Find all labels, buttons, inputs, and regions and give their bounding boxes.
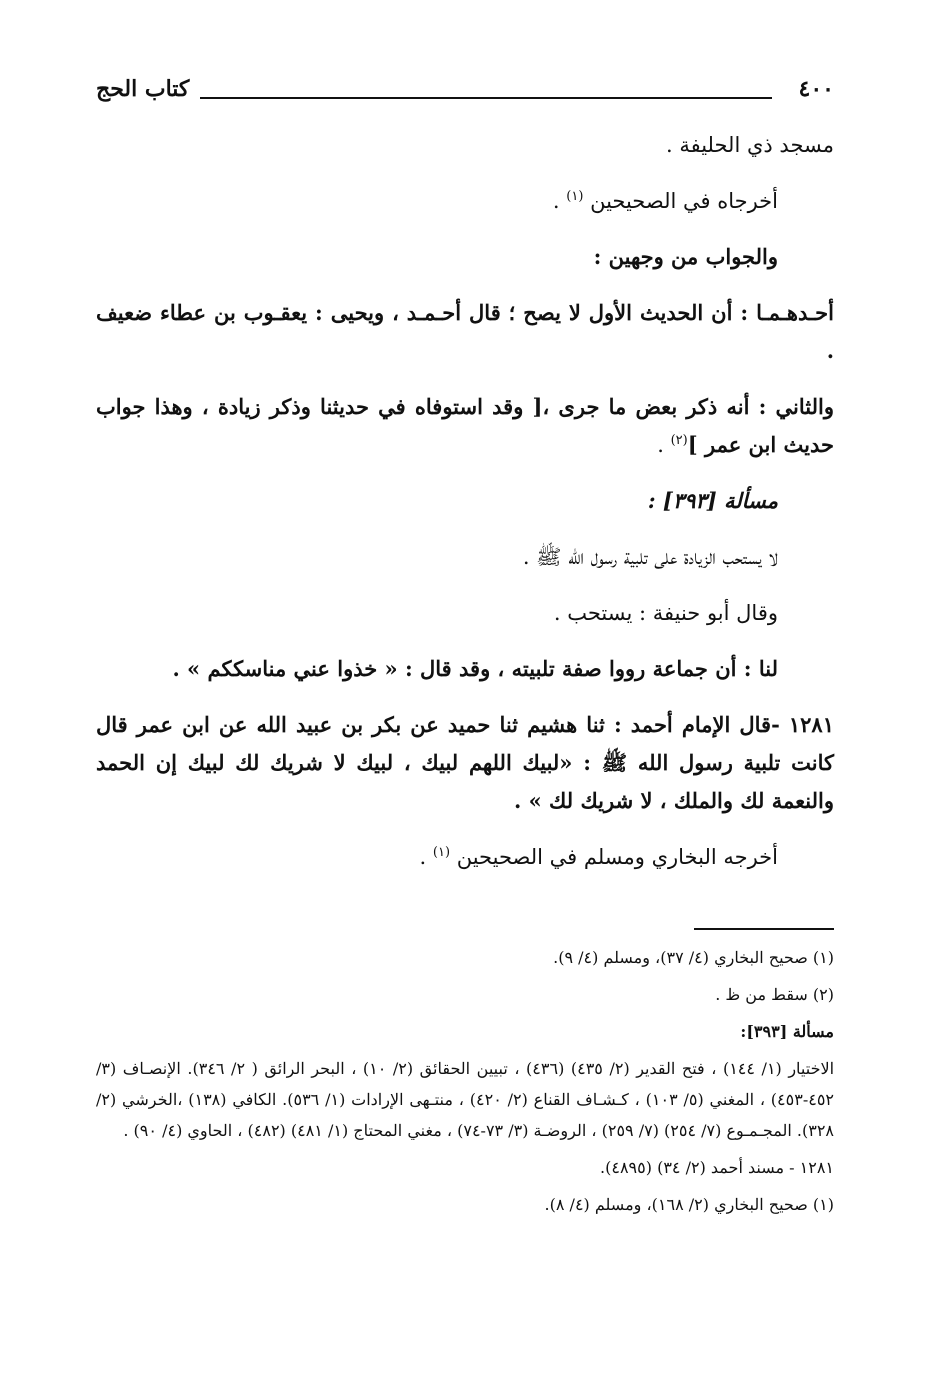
footnote-ref: (٢) <box>670 433 688 448</box>
footnote-divider <box>694 928 834 930</box>
footnote: الاختيار (١/ ١٤٤) ، فتح القدير (٢/ ٤٣٥) (٤٣٦) ، تبيين الحقائق (٢/ ١٠) ، البحر الرائق ( ٢/ ٣٤٦). الإنصـاف (٣/ ٤٥٢-٤٥٣) ، المغني (٥/ ١٠٣) ، كـشـاف القناع (٢/ ٤٢٠) ، منتـهى الإرادات (١/ ٥٣٦). الكافي (١٣٨) ،الخرشي (٢/ ٣٢٨). المجـمـوع (٧/ ٢٥٤) (٧/ ٢٥٩) ، الروضـة (٣/ ٧٣-٧٤) ، مغني المحتاج (١/ ٤٨١) (٤٨٢) ، الحاوي (٤/ ٩٠) . <box>96 1059 835 1140</box>
footnote-ref: (١) <box>432 845 451 860</box>
page-number: ٤٠٠ <box>798 76 834 102</box>
paragraph: أحـدهـمـا : أن الحديث الأول لا يصح ؛ قال أحـمـد ، ويحيى : يعقـوب بن عطاء ضعيف . <box>96 300 834 363</box>
paragraph: والثاني : أنه ذكر بعض ما جرى ،[ وقد استوفاه في حديثنا وذكر زيادة ، وهذا جواب حديث ابن عمر ]$^{(٢)}$ . <box>96 394 834 457</box>
footnote-heading: مسألة [٣٩٣]: <box>740 1022 834 1041</box>
header-rule <box>200 97 772 99</box>
footnote: (٢) سقط من ظ . <box>715 985 834 1004</box>
footnote: ١٢٨١ - مسند أحمد (٢/ ٣٤) (٤٨٩٥). <box>600 1158 834 1177</box>
paragraph: وقال أبو حنيفة : يستحب . <box>553 601 778 625</box>
issue-heading: مسألة [٣٩٣] : <box>647 488 778 513</box>
page-header <box>96 76 834 116</box>
page <box>96 66 834 1326</box>
paragraph: لنا : أن جماعة رووا صفة تلبيته ، وقد قال : « خذوا عني مناسككم » . <box>172 656 778 681</box>
footnote: (١) صحيح البخاري (٤/ ٣٧)، ومسلم (٤/ ٩). <box>553 948 834 967</box>
footnote: (١) صحيح البخاري (٢/ ١٦٨)، ومسلم (٤/ ٨). <box>544 1195 834 1214</box>
paragraph: لا يستحب الزيادة على تلبية رسول الله ﷺ . <box>522 545 778 569</box>
paragraph: أخرجه البخاري ومسلم في الصحيحين $^{(١)}$ . <box>419 845 778 869</box>
main-text <box>96 126 834 894</box>
book-title: كتاب الحج <box>96 76 190 102</box>
paragraph: والجواب من وجهين : <box>593 244 778 269</box>
footnotes <box>96 942 834 1226</box>
paragraph: مسجد ذي الحليفة . <box>665 133 834 157</box>
paragraph: أخرجاه في الصحيحين $^{(١)}$ . <box>552 189 778 213</box>
footnote-ref: (١) <box>566 189 584 204</box>
hadith-paragraph: ١٢٨١ -قال الإمام أحمد : ثنا هشيم ثنا حميد عن بكر بن عبيد الله عن ابن عمر قال كانت تلبية رسول الله ﷺ : «لبيك اللهم لبيك ، لبيك لا شريك لك لبيك إن الحمد والنعمة لك والملك ، لا شريك لك » . <box>96 712 834 813</box>
